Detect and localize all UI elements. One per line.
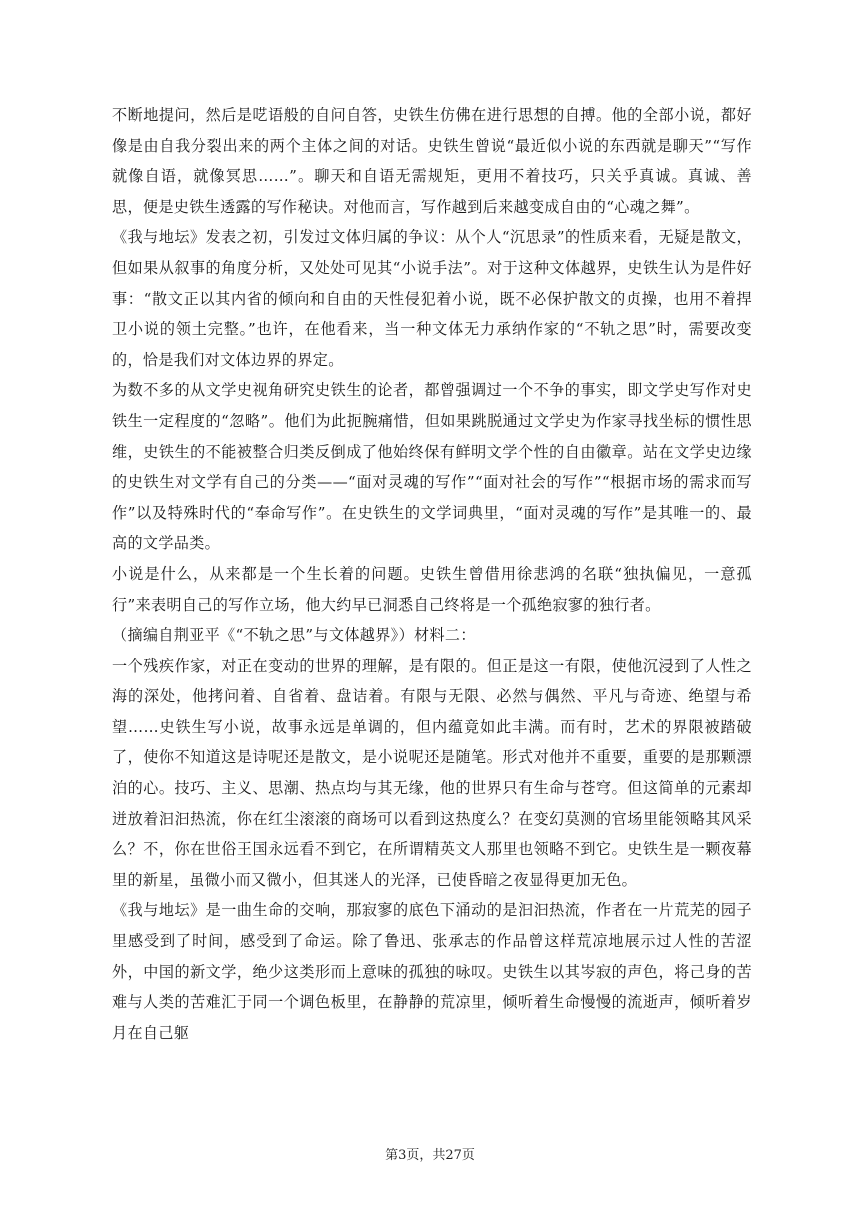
paragraph-temple-of-earth: 《我与地坛》是一曲生命的交响，那寂寥的底色下涌动的是汩汩热流，作者在一片荒芜的园子里感受到了时间，感受到了命运。除了鲁迅、张承志的作品曾这样荒凉地展示过人性的苦涩外，中国的新文学，绝少这类形而上意味的孤独的咏叹。史铁生以其岑寂的声色，将己身的苦难与人类的苦难汇于同一个调色板里，在静静的荒凉里，倾听着生命慢慢的流逝声，倾听着岁月在自己躯 — [112, 901, 752, 1042]
paragraph-genre-controversy: 《我与地坛》发表之初，引发过文体归属的争议：从个人“沉思录”的性质来看，无疑是散文，但如果从叙事的角度分析，又处处可见其“小说手法”。对于这种文体越界，史铁生认为是件好事：“散文正以其内省的倾向和自由的天性侵犯着小说，既不必保护散文的贞操，也用不着捍卫小说的领土完整。”也许，在他看来，当一种文体无力承纳作家的“不轨之思”时，需要改变的，恰是我们对文体边界的界定。 — [112, 228, 752, 369]
paragraph-disabled-writer: 一个残疾作家，对正在变动的世界的理解，是有限的。但正是这一有限，使他沉浸到了人性之海的深处，他拷问着、自省着、盘诘着。有限与无限、必然与偶然、平凡与奇迹、绝望与希望……史铁生写小说，故事永远是单调的，但内蕴竟如此丰满。而有时，艺术的界限被踏破了，使你不知道这是诗呢还是散文，是小说呢还是随笔。形式对他并不重要，重要的是那颗漂泊的心。技巧、主义、思潮、热点均与其无缘，他的世界只有生命与苍穹。但这简单的元素却迸放着汩汩热流，你在红尘滚滚的商场可以看到这热度么？在变幻莫测的官场里能领略其风采么？不，你在世俗王国永远看不到它，在所谓精英文人那里也领略不到它。史铁生是一颗夜幕里的新星，虽微小而又微小，但其迷人的光泽，已使昏暗之夜显得更加无色。 — [112, 656, 752, 889]
paragraph-literary-history: 为数不多的从文学史视角研究史铁生的论者，都曾强调过一个不争的事实，即文学史写作对史铁生一定程度的“忽略”。他们为此扼腕痛惜，但如果跳脱通过文学史为作家寻找坐标的惯性思维，史铁生的不能被整合归类反倒成了他始终保有鲜明文学个性的自由徽章。站在文学史边缘的史铁生对文学有自己的分类——“面对灵魂的写作”“面对社会的写作”“根据市场的需求而写作”以及特殊时代的“奉命写作”。在史铁生的文学词典里，“面对灵魂的写作”是其唯一的、最高的文学品类。 — [112, 381, 752, 553]
paragraph-writing-secret: 不断地提问，然后是呓语般的自问自答，史铁生仿佛在进行思想的自搏。他的全部小说，都好像是由自我分裂出来的两个主体之间的对话。史铁生曾说“最近似小说的东西就是聊天”“写作就像自语，就像冥思……”。聊天和自语无需规矩，更用不着技巧，只关乎真诚。真诚、善思，便是史铁生透露的写作秘诀。对他而言，写作越到后来越变成自由的“心魂之舞”。 — [112, 106, 752, 216]
page-number-footer: 第3页，共27页 — [385, 1148, 475, 1163]
paragraph-what-is-novel: 小说是什么，从来都是一个生长着的问题。史铁生曾借用徐悲鸿的名联“独执偏见，一意孤行”来表明自己的写作立场，他大约早已洞悉自己终将是一个孤绝寂寥的独行者。 — [112, 564, 752, 614]
document-body — [112, 100, 752, 1048]
paragraph-source-citation: （摘编自荆亚平《“不轨之思”与文体越界》）材料二： — [112, 626, 476, 645]
